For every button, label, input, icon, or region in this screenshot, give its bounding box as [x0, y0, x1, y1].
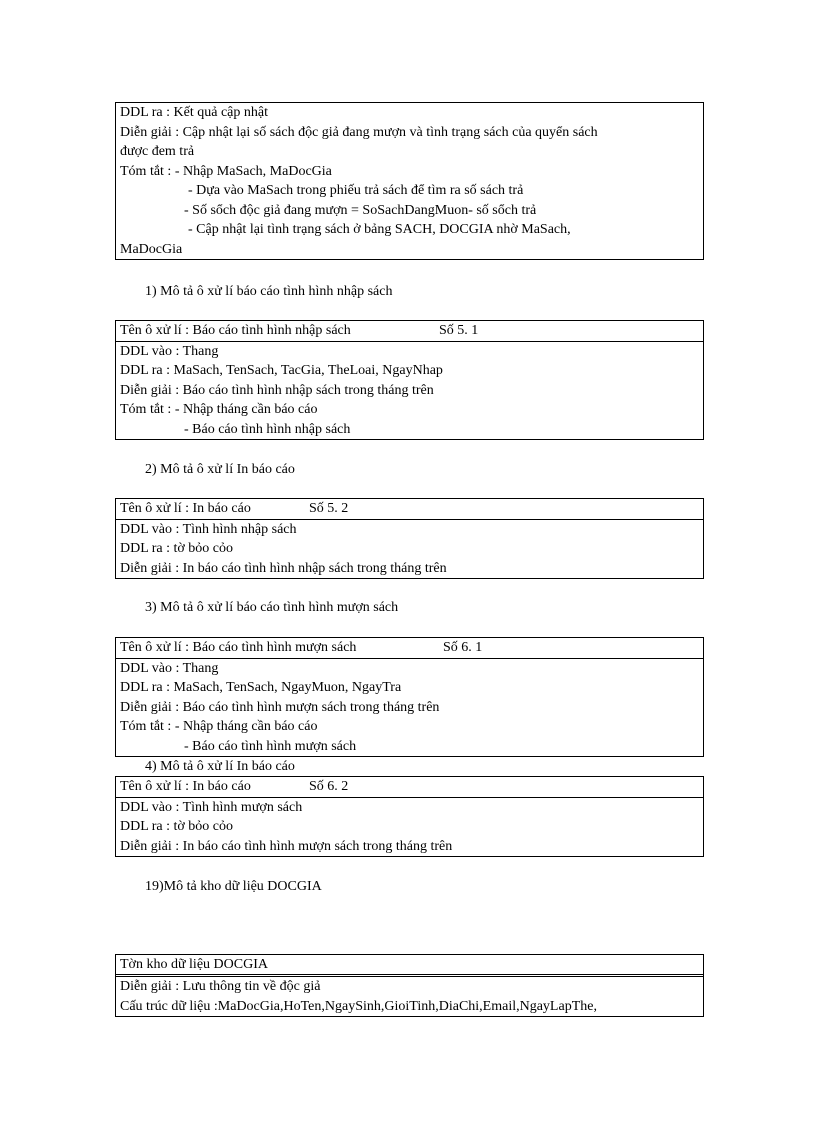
tom-tat-step-4: - Cập nhật lại tình trạng sách ở bảng SACH, DOCGIA nhờ MaSach,	[188, 222, 571, 237]
heading-2: 2) Mô tả ô xử lí In báo cáo	[145, 462, 295, 477]
ddl-ra-line: DDL ra : MaSach, TenSach, TacGia, TheLoai, NgayNhap	[120, 363, 443, 378]
heading-19: 19)Mô tả kho dữ liệu DOCGIA	[145, 879, 322, 894]
ddl-ra-line: DDL ra : tờ bỏo cỏo	[120, 819, 234, 834]
ddl-vao-line: DDL vào : Tình hình nhập sách	[120, 521, 297, 537]
tom-tat-step-2: - Dựa vào MaSach trong phiếu trả sách để tìm ra số sách trả	[188, 183, 524, 198]
dien-giai-line: Diễn giải : Lưu thông tin về độc giả	[120, 979, 321, 994]
process-number: Số 5. 2	[309, 501, 349, 516]
process-title-row	[116, 321, 703, 342]
tom-tat-line: Tóm tắt : - Nhập MaSach, MaDocGia	[120, 163, 332, 179]
ddl-ra-line: DDL ra : MaSach, TenSach, NgayMuon, NgayTra	[120, 680, 402, 695]
process-title-row	[116, 777, 703, 798]
process-title: Tên ô xử lí : In báo cáo	[120, 779, 251, 794]
tom-tat-step-4-continued: MaDocGia	[120, 241, 183, 257]
cau-truc-line: Cấu trúc dữ liệu :MaDocGia,HoTen,NgaySinh,GioiTinh,DiaChi,Email,NgayLapThe,	[120, 998, 597, 1014]
ddl-vao-line: DDL vào : Thang	[120, 343, 219, 359]
heading-1: 1) Mô tả ô xử lí báo cáo tình hình nhập sách	[145, 284, 393, 299]
tom-tat-step-2: - Báo cáo tình hình mượn sách	[184, 738, 357, 754]
process-title: Tên ô xử lí : Báo cáo tình hình mượn sách	[120, 640, 357, 655]
process-box-5-1	[115, 320, 704, 440]
tom-tat-step-3: - Số sổch độc giả đang mượn = SoSachDangMuon- số sổch trả	[184, 202, 537, 218]
dien-giai-line: Diễn giải : In báo cáo tình hình nhập sách trong tháng trên	[120, 560, 447, 576]
ddl-ra-line: DDL ra : Kết quả cập nhật	[120, 105, 268, 120]
ddl-vao-line: DDL vào : Tình hình mượn sách	[120, 799, 303, 815]
dien-giai-continued: được đem trả	[120, 144, 195, 159]
tom-tat-line: Tóm tắt : - Nhập tháng cần báo cáo	[120, 719, 318, 734]
dien-giai-line: Diễn giải : Báo cáo tình hình mượn sách trong tháng trên	[120, 699, 440, 715]
process-box-5-2	[115, 498, 704, 579]
process-title: Tên ô xử lí : In báo cáo	[120, 501, 251, 516]
process-title: Tên ô xử lí : Báo cáo tình hình nhập sách	[120, 323, 351, 338]
process-number: Số 6. 1	[443, 640, 483, 655]
heading-4: 4) Mô tả ô xử lí In báo cáo	[145, 759, 295, 774]
ddl-vao-line: DDL vào : Thang	[120, 660, 219, 676]
dien-giai-line: Diễn giải : In báo cáo tình hình mượn sách trong tháng trên	[120, 838, 453, 854]
process-box-6-2	[115, 776, 704, 857]
dien-giai-line: Diễn giải : Cập nhật lại số sách độc giả đang mượn và tình trạng sách của quyển sách	[120, 124, 598, 140]
tom-tat-step-2: - Báo cáo tình hình nhập sách	[184, 421, 351, 437]
data-store-title: Tờn kho dữ liệu DOCGIA	[116, 955, 703, 977]
process-title-row	[116, 499, 703, 520]
process-number: Số 6. 2	[309, 779, 349, 794]
process-box-6-1	[115, 637, 704, 757]
tom-tat-line: Tóm tắt : - Nhập tháng cần báo cáo	[120, 402, 318, 417]
data-store-docgia-box	[115, 954, 704, 1017]
ddl-ra-line: DDL ra : tờ bỏo cỏo	[120, 541, 234, 556]
process-title-row	[116, 638, 703, 659]
dien-giai-line: Diễn giải : Báo cáo tình hình nhập sách trong tháng trên	[120, 382, 434, 398]
process-number: Số 5. 1	[439, 323, 479, 338]
heading-3: 3) Mô tả ô xử lí báo cáo tình hình mượn sách	[145, 600, 399, 615]
update-result-box	[115, 102, 704, 260]
